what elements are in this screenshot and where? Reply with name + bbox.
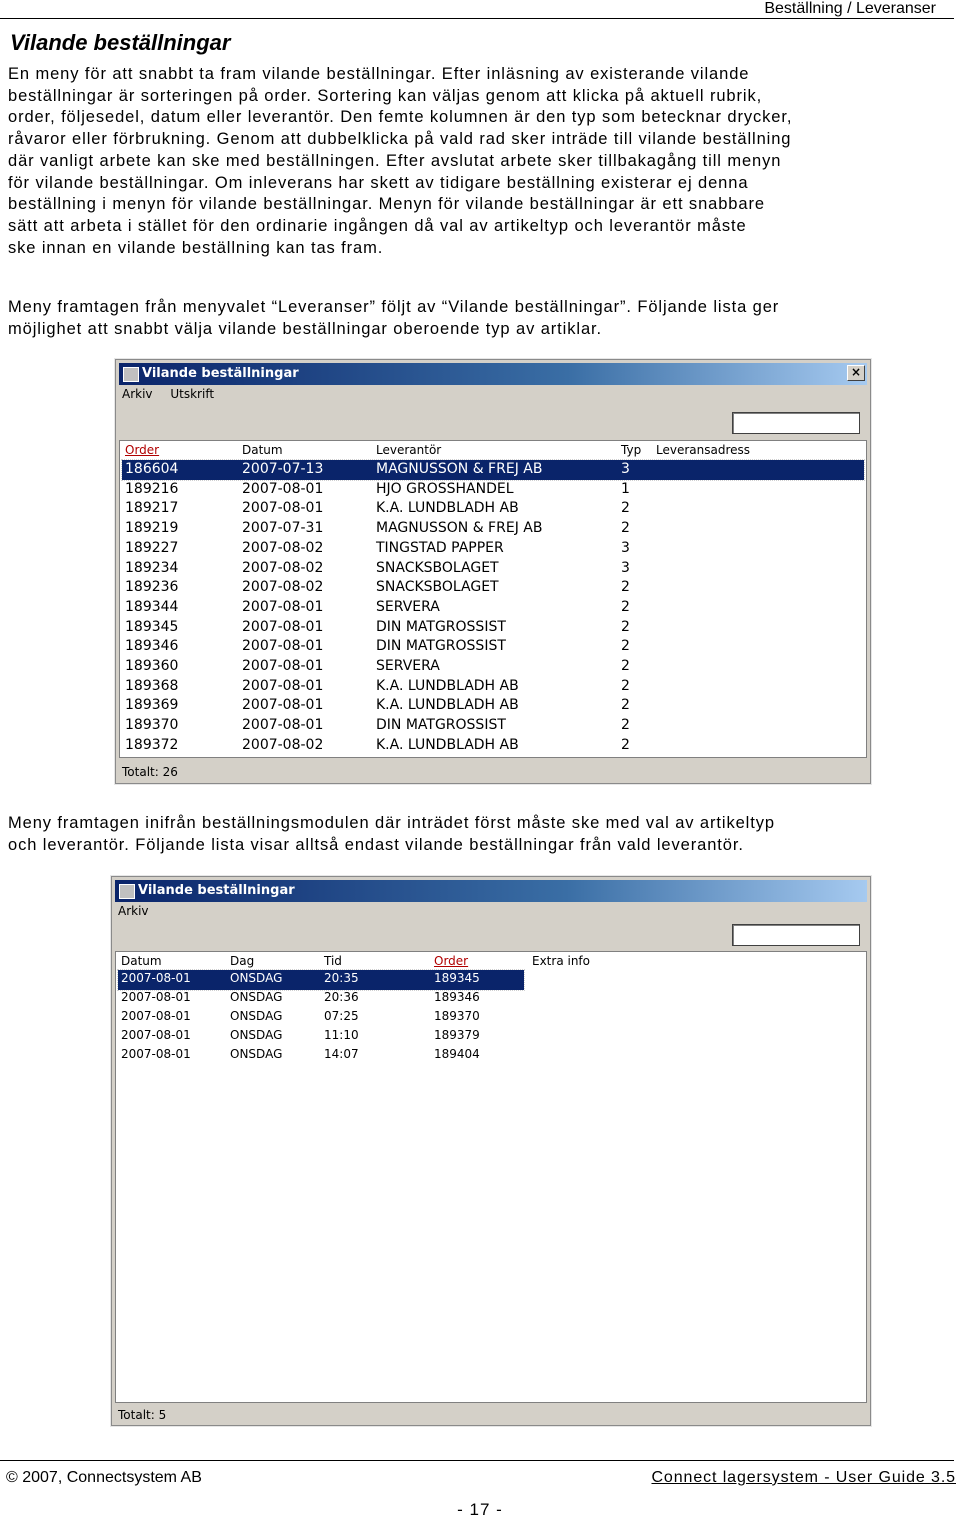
table-row[interactable]	[118, 1027, 524, 1047]
cell-order: 189368	[125, 677, 179, 694]
window-titlebar[interactable]	[119, 363, 867, 385]
cell-datum: 2007-08-02	[242, 579, 324, 596]
cell-typ: 1	[621, 480, 630, 497]
cell-datum: 2007-07-31	[242, 520, 324, 537]
table-row[interactable]	[122, 539, 864, 559]
column-header-datum[interactable]: Datum	[242, 443, 283, 457]
cell-leverantor: SNACKSBOLAGET	[376, 559, 499, 576]
page-header-title: Beställning / Leveranser	[764, 0, 936, 17]
cell-typ: 3	[621, 559, 630, 576]
cell-typ: 2	[621, 658, 630, 674]
cell-typ: 2	[621, 520, 630, 537]
table-row[interactable]	[118, 989, 524, 1009]
table-row[interactable]	[122, 677, 864, 697]
cell-order: 189217	[125, 500, 179, 517]
cell-order: 189227	[125, 539, 179, 556]
column-header-leveransadress[interactable]: Leveransadress	[656, 443, 751, 457]
window-vilande-bestallningar-all	[115, 359, 871, 784]
cell-leverantor: TINGSTAD PAPPER	[376, 539, 504, 556]
cell-order: 189344	[125, 598, 179, 615]
search-input[interactable]	[732, 412, 860, 434]
app-icon	[123, 367, 139, 382]
cell-datum: 2007-08-01	[242, 500, 324, 517]
cell-tid: 07:25	[324, 1009, 359, 1023]
cell-leverantor: K.A. LUNDBLADH AB	[376, 697, 519, 714]
cell-datum: 2007-08-01	[242, 697, 324, 714]
table-row[interactable]	[118, 970, 524, 990]
cell-datum: 2007-08-02	[242, 559, 324, 576]
footer-divider	[0, 1460, 954, 1461]
section-title: Vilande beställningar	[10, 30, 231, 55]
cell-leverantor: K.A. LUNDBLADH AB	[376, 736, 519, 753]
table-row[interactable]	[122, 460, 864, 480]
close-button[interactable]: ×	[847, 365, 865, 381]
cell-leverantor: DIN MATGROSSIST	[376, 638, 506, 655]
cell-typ: 2	[621, 638, 630, 655]
cell-datum: 2007-08-01	[121, 990, 191, 1004]
cell-order: 189372	[125, 736, 179, 753]
cell-dag: ONSDAG	[230, 971, 283, 985]
menu-description-paragraph: Meny framtagen från menyvalet “Leveranser” följt av “Vilande beställningar”. Följande lista ger möjlighet att snabbt välja vilande beställningar oberoende typ av artiklar.	[8, 298, 780, 338]
cell-typ: 2	[621, 500, 630, 517]
column-header-order[interactable]: Order	[434, 954, 469, 968]
window-vilande-bestallningar-supplier	[111, 876, 871, 1426]
cell-order: 189346	[125, 638, 179, 655]
cell-order: 189346	[434, 990, 480, 1004]
menubar	[118, 904, 163, 918]
cell-tid: 20:36	[324, 990, 359, 1004]
cell-order: 189370	[125, 717, 179, 734]
cell-leverantor: MAGNUSSON & FREJ AB	[376, 461, 543, 477]
total-count: Totalt: 26	[122, 765, 178, 779]
menubar	[122, 387, 228, 401]
cell-leverantor: K.A. LUNDBLADH AB	[376, 677, 519, 694]
cell-typ: 2	[621, 697, 630, 714]
menu-item-arkiv[interactable]: Arkiv	[122, 387, 153, 401]
table-row[interactable]	[122, 578, 864, 598]
table-row[interactable]	[122, 637, 864, 657]
menu-item-arkiv[interactable]: Arkiv	[118, 904, 149, 918]
column-header-typ[interactable]: Typ	[621, 443, 642, 457]
window-titlebar[interactable]	[115, 880, 867, 902]
cell-datum: 2007-08-01	[121, 1028, 191, 1042]
cell-datum: 2007-08-01	[121, 1047, 191, 1061]
table-row[interactable]	[122, 618, 864, 638]
orders-list[interactable]	[115, 951, 867, 1403]
column-header-dag[interactable]: Dag	[230, 954, 255, 968]
cell-datum: 2007-08-01	[242, 618, 324, 635]
cell-order: 189345	[125, 618, 179, 635]
page-number: - 17 -	[457, 1500, 503, 1519]
footer-copyright: © 2007, Connectsystem AB	[6, 1469, 202, 1486]
menu-item-utskrift[interactable]: Utskrift	[170, 387, 215, 401]
cell-datum: 2007-08-01	[242, 638, 324, 655]
window-title: Vilande beställningar	[142, 366, 299, 381]
table-row[interactable]	[122, 736, 864, 756]
cell-datum: 2007-08-01	[242, 658, 324, 674]
cell-order: 189379	[434, 1028, 480, 1042]
cell-leverantor: SERVERA	[376, 658, 440, 674]
cell-order: 189216	[125, 480, 179, 497]
intro-paragraph: En meny för att snabbt ta fram vilande beställningar. Efter inläsning av existerande vilande beställningar är sorteringen på order. Sortering kan väljas genom att klicka på aktuell rubrik, order, följesedel, datum eller leverantör. Den femte kolumnen är den typ som betecknar drycker, råvaror eller förbrukning. Genom att dubbelklicka på vald rad sker inträde till vilande beställning där vanligt arbete kan ske med beställningen. Efter avslutat arbete sker tillbakagång till menyn för vilande beställningar. Om inleverans har skett av tidigare beställning existerar ej denna beställning i menyn för vilande beställningar. Menyn för vilande beställningar är ett snabbare sätt att arbeta i stället för den ordinarie ingången då val av artikeltyp och leverantör måste ske innan en vilande beställning kan tas fram.	[8, 65, 793, 257]
table-row[interactable]	[118, 1046, 524, 1066]
cell-leverantor: K.A. LUNDBLADH AB	[376, 500, 519, 517]
total-count: Totalt: 5	[118, 1408, 167, 1422]
cell-order: 189345	[434, 971, 480, 985]
cell-typ: 3	[621, 539, 630, 556]
cell-dag: ONSDAG	[230, 990, 283, 1004]
table-row[interactable]	[122, 696, 864, 716]
table-row[interactable]	[122, 657, 864, 677]
table-row[interactable]	[122, 598, 864, 618]
cell-tid: 14:07	[324, 1047, 359, 1061]
column-header-order[interactable]: Order	[125, 443, 160, 457]
cell-order: 186604	[125, 461, 179, 477]
cell-typ: 2	[621, 598, 630, 615]
cell-typ: 2	[621, 677, 630, 694]
cell-tid: 20:35	[324, 971, 359, 985]
cell-typ: 2	[621, 579, 630, 596]
cell-typ: 2	[621, 717, 630, 734]
table-row[interactable]	[122, 480, 864, 500]
cell-datum: 2007-08-01	[242, 717, 324, 734]
table-row[interactable]	[122, 499, 864, 519]
cell-typ: 2	[621, 618, 630, 635]
cell-datum: 2007-08-01	[121, 971, 191, 985]
cell-typ: 2	[621, 736, 630, 753]
column-header-datum[interactable]: Datum	[121, 954, 162, 968]
table-row[interactable]	[122, 559, 864, 579]
cell-datum: 2007-08-02	[242, 539, 324, 556]
cell-order: 189236	[125, 579, 179, 596]
footer-guide-title: Connect lagersystem - User Guide 3.5	[651, 1469, 956, 1486]
cell-datum: 2007-08-02	[242, 736, 324, 753]
cell-leverantor: MAGNUSSON & FREJ AB	[376, 520, 543, 537]
app-icon	[119, 884, 135, 899]
header-divider	[0, 18, 954, 19]
cell-datum: 2007-07-13	[242, 461, 324, 477]
orders-list[interactable]	[119, 440, 867, 758]
table-row[interactable]	[122, 519, 864, 539]
cell-datum: 2007-08-01	[242, 677, 324, 694]
cell-datum: 2007-08-01	[121, 1009, 191, 1023]
cell-order: 189219	[125, 520, 179, 537]
cell-order: 189234	[125, 559, 179, 576]
cell-order: 189404	[434, 1047, 480, 1061]
column-header-extra-info[interactable]: Extra info	[532, 954, 590, 968]
cell-leverantor: SNACKSBOLAGET	[376, 579, 499, 596]
cell-dag: ONSDAG	[230, 1047, 283, 1061]
cell-leverantor: DIN MATGROSSIST	[376, 717, 506, 734]
cell-dag: ONSDAG	[230, 1009, 283, 1023]
cell-tid: 11:10	[324, 1028, 359, 1042]
cell-leverantor: HJO GROSSHANDEL	[376, 480, 514, 497]
cell-order: 189370	[434, 1009, 480, 1023]
cell-dag: ONSDAG	[230, 1028, 283, 1042]
search-input[interactable]	[732, 924, 860, 946]
table-row[interactable]	[122, 716, 864, 736]
column-header-tid[interactable]: Tid	[324, 954, 342, 968]
cell-order: 189369	[125, 697, 179, 714]
cell-leverantor: SERVERA	[376, 598, 440, 615]
module-description-paragraph: Meny framtagen inifrån beställningsmodulen där inträdet först måste ske med val av artikeltyp och leverantör. Följande lista visar alltså endast vilande beställningar från vald leverantör.	[8, 814, 775, 854]
cell-order: 189360	[125, 658, 179, 674]
cell-datum: 2007-08-01	[242, 480, 324, 497]
column-header-leverantör[interactable]: Leverantör	[376, 443, 442, 457]
cell-leverantor: DIN MATGROSSIST	[376, 618, 506, 635]
cell-datum: 2007-08-01	[242, 598, 324, 615]
window-title: Vilande beställningar	[138, 883, 295, 898]
table-row[interactable]	[118, 1008, 524, 1028]
cell-typ: 3	[621, 461, 630, 477]
